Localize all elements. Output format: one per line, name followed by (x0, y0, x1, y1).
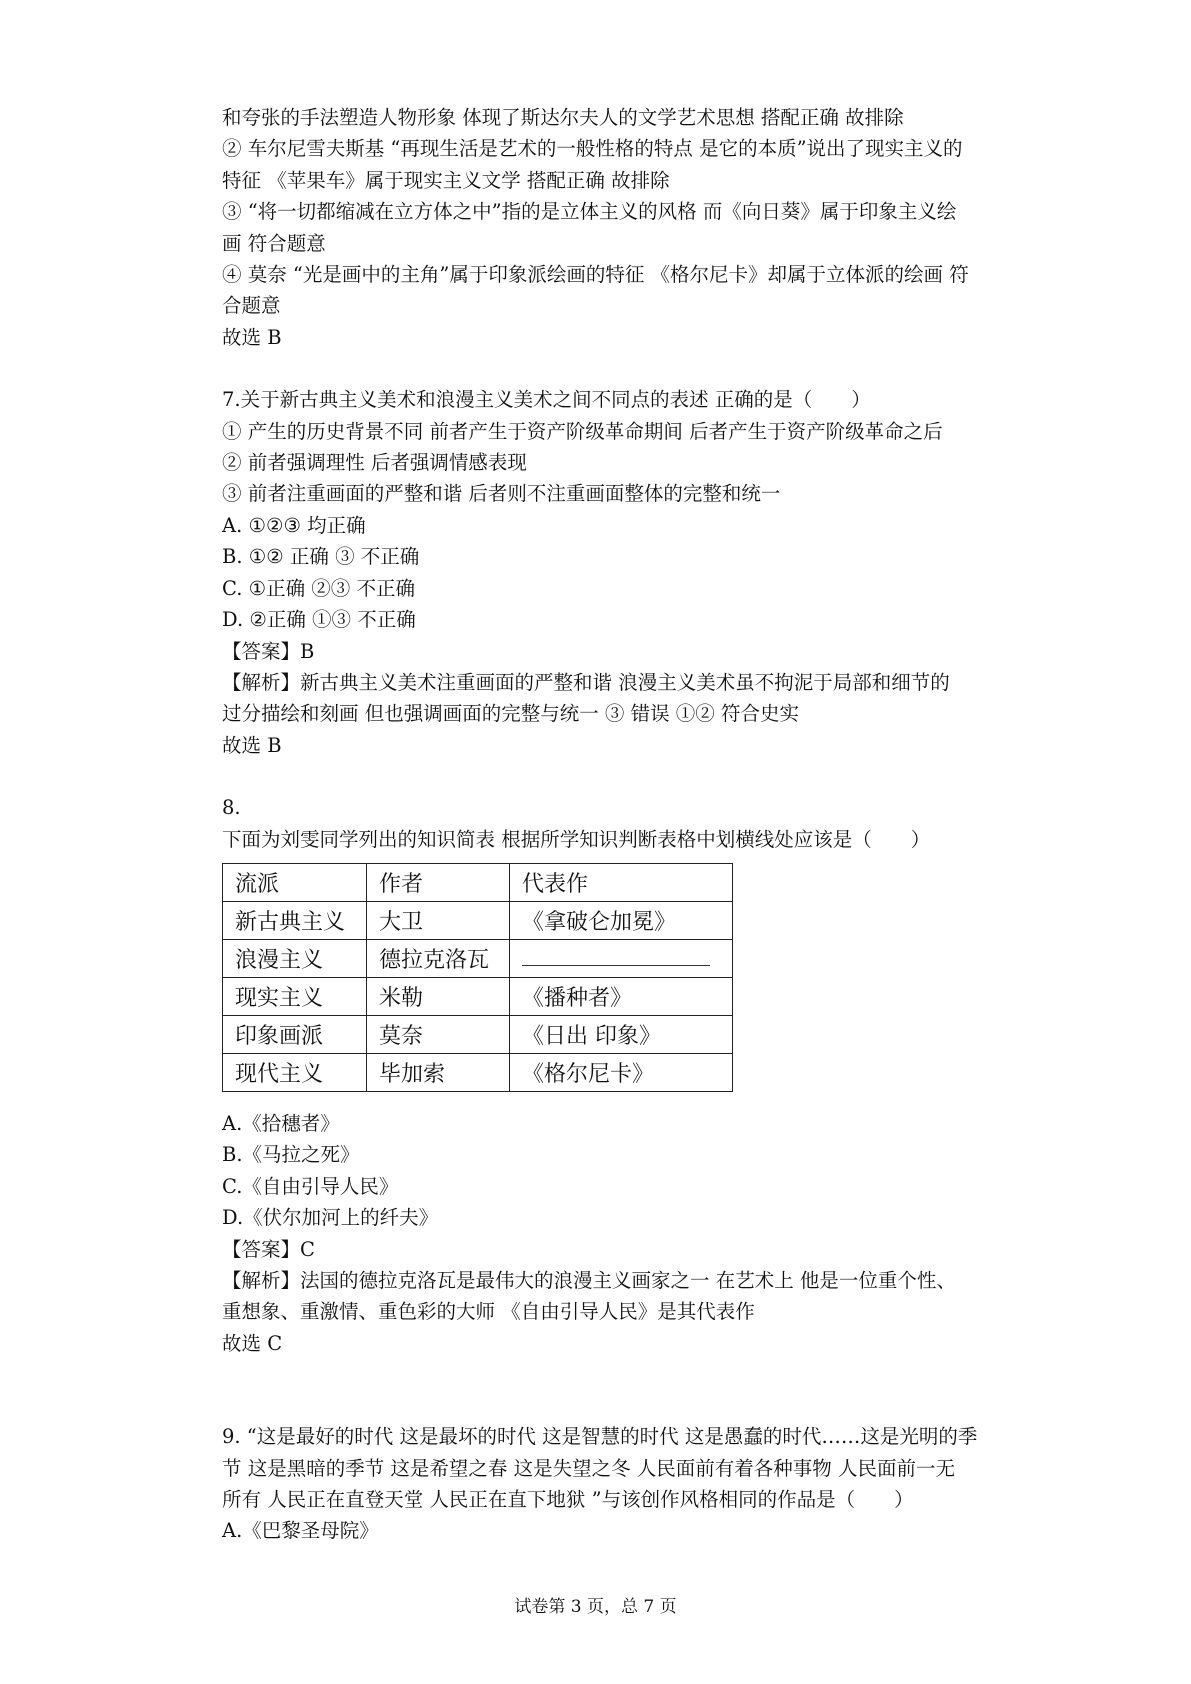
text-line: ④ 莫奈 “光是画中的主角”属于印象派绘画的特征 《格尔尼卡》却属于立体派的绘画 符 (222, 263, 969, 287)
option-d: D.《伏尔加河上的纤夫》 (222, 1206, 439, 1230)
statement: ③ 前者注重画面的严整和谐 后者则不注重画面整体的完整和统一 (222, 482, 781, 506)
analysis-line: 重想象、重激情、重色彩的大师 《自由引导人民》是其代表作 (222, 1300, 755, 1324)
spacer (222, 761, 1022, 792)
question-stem: 7.关于新古典主义美术和浪漫主义美术之间不同点的表述 正确的是（ ） (222, 388, 871, 412)
table-cell: 新古典主义 (223, 901, 367, 939)
analysis-line: 过分描绘和刻画 但也强调画面的完整与统一 ③ 错误 ①② 符合史实 (222, 702, 799, 726)
question-stem: 所有 人民正在直登天堂 人民正在直下地狱 ”与该创作风格相同的作品是（ ） (222, 1488, 914, 1511)
table-cell: 毕加索 (367, 1053, 510, 1091)
option-c: C.《自由引导人民》 (222, 1174, 399, 1198)
text-line: 特征 《苹果车》属于现实主义文学 搭配正确 故排除 (222, 168, 670, 192)
table-row (223, 1015, 733, 1053)
answer: 【答案】B (222, 639, 315, 663)
analysis-line: 【解析】新古典主义美术注重画面的严整和谐 浪漫主义美术虽不拘泥于局部和细节的 (222, 670, 950, 694)
option-b: B.《马拉之死》 (222, 1143, 360, 1167)
conclusion: 故选 B (222, 325, 282, 349)
question-stem: 下面为刘雯同学列出的知识简表 根据所学知识判断表格中划横线处应该是（ ） (222, 827, 931, 851)
text-line: ② 车尔尼雪夫斯基 “再现生活是艺术的一般性格的特点 是它的本质”说出了现实主义的 (222, 137, 963, 161)
question-number: 8. (222, 796, 241, 820)
table-row (223, 1053, 733, 1091)
q6-explanation (222, 102, 1022, 353)
text-line: 画 符合题意 (222, 231, 326, 255)
question-9 (222, 1421, 1022, 1547)
option-a: A.《巴黎圣母院》 (222, 1519, 379, 1543)
conclusion: 故选 C (222, 1331, 283, 1355)
table-row (223, 901, 733, 939)
table-header-row (223, 863, 733, 901)
table-header-cell: 流派 (223, 863, 367, 901)
table-cell: 《拿破仑加冕》 (510, 901, 733, 939)
knowledge-table (222, 863, 733, 1092)
blank-answer-cell (510, 939, 733, 977)
spacer (222, 1359, 1022, 1421)
page-footer: 试卷第 3 页，总 7 页 (514, 1597, 677, 1617)
table-cell: 现代主义 (223, 1053, 367, 1091)
page-content (222, 102, 1022, 1547)
text-line: ③ “将一切都缩减在立方体之中”指的是立体主义的风格 而《向日葵》属于印象主义绘 (222, 200, 957, 224)
table-header-cell: 代表作 (510, 863, 733, 901)
option-b: B. ①② 正确 ③ 不正确 (222, 545, 420, 569)
question-8 (222, 792, 1022, 1359)
option-d: D. ②正确 ①③ 不正确 (222, 608, 416, 632)
conclusion: 故选 B (222, 733, 282, 757)
spacer (222, 353, 1022, 384)
option-c: C. ①正确 ②③ 不正确 (222, 576, 416, 600)
option-a: A.《拾穗者》 (222, 1111, 340, 1135)
text-line: 合题意 (222, 294, 281, 318)
table-header-cell: 作者 (367, 863, 510, 901)
analysis-line: 【解析】法国的德拉克洛瓦是最伟大的浪漫主义画家之一 在艺术上 他是一位重个性、 (222, 1268, 956, 1292)
table-cell: 《格尔尼卡》 (510, 1053, 733, 1091)
table-cell: 《日出 印象》 (510, 1015, 733, 1053)
table-cell: 大卫 (367, 901, 510, 939)
question-stem: 9. “这是最好的时代 这是最坏的时代 这是智慧的时代 这是愚蠢的时代……这是光明的季 (222, 1425, 978, 1449)
question-7 (222, 384, 1022, 761)
table-cell: 德拉克洛瓦 (367, 939, 510, 977)
table-cell: 莫奈 (367, 1015, 510, 1053)
text-line: 和夸张的手法塑造人物形象 体现了斯达尔夫人的文学艺术思想 搭配正确 故排除 (222, 106, 904, 129)
table-cell: 《播种者》 (510, 977, 733, 1015)
table-cell: 浪漫主义 (223, 939, 367, 977)
option-a: A. ①②③ 均正确 (222, 513, 366, 537)
table-cell: 现实主义 (223, 977, 367, 1015)
answer: 【答案】C (222, 1237, 315, 1261)
table-cell: 米勒 (367, 977, 510, 1015)
question-stem: 节 这是黑暗的季节 这是希望之春 这是失望之冬 人民面前有着各种事物 人民面前一无 (222, 1456, 955, 1480)
table-row (223, 939, 733, 977)
statement: ② 前者强调理性 后者强调情感表现 (222, 451, 527, 475)
table-cell: 印象画派 (223, 1015, 367, 1053)
blank-underline (522, 965, 710, 966)
statement: ① 产生的历史背景不同 前者产生于资产阶级革命期间 后者产生于资产阶级革命之后 (222, 419, 943, 443)
table-row (223, 977, 733, 1015)
